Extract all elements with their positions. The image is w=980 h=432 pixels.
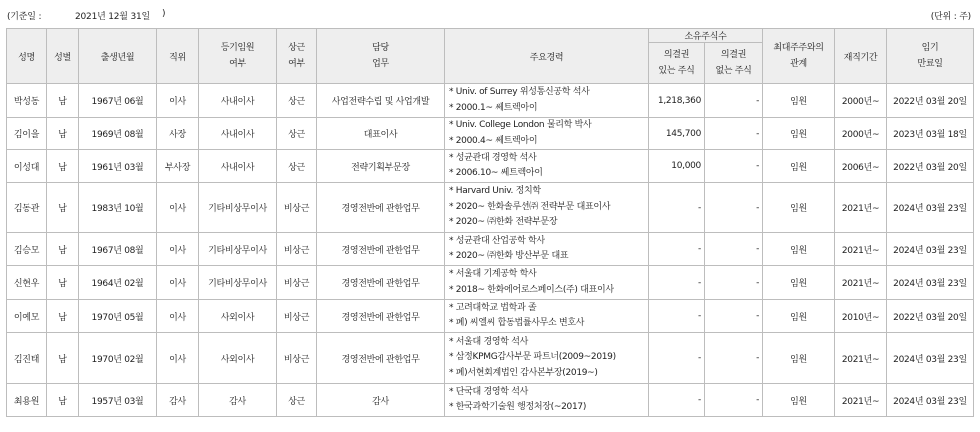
cell-fulltime: 상근 [277, 150, 317, 183]
career-line: * 폐) 씨엘씨 합동법률사무소 변호사 [449, 318, 585, 328]
career-line: * Univ. College London 물리학 박사 [449, 120, 592, 130]
cell-voting-shares: 145,700 [649, 118, 705, 150]
cell-voting-shares: - [649, 233, 705, 266]
cell-nonvoting-shares: - [705, 233, 763, 266]
cell-voting-shares: - [649, 183, 705, 233]
career-line: * 2020~ ㈜한화 방산부문 대표 [449, 251, 569, 261]
cell-position: 사장 [157, 118, 199, 150]
unit-label: (단위 : 주) [930, 12, 971, 22]
cell-birth: 1957년 03월 [79, 384, 157, 417]
header-registered: 등기임원 여부 [199, 29, 277, 84]
career-line: * 폐)서현회계법인 감사본부장(2019~) [449, 367, 598, 378]
cell-career [445, 118, 649, 150]
cell-name: 이성대 [7, 150, 47, 183]
cell-nonvoting-shares: - [705, 118, 763, 150]
cell-fulltime: 비상근 [277, 233, 317, 266]
career-line: * 고려대학교 법학과 졸 [449, 302, 537, 313]
cell-nonvoting-shares: - [705, 183, 763, 233]
cell-registered: 기타비상무이사 [199, 183, 277, 233]
cell-tenure: 2010년~ [835, 300, 887, 333]
cell-fulltime: 상근 [277, 384, 317, 417]
career-line: * 성균관대 산업공학 학사 [449, 235, 545, 246]
cell-position: 이사 [157, 300, 199, 333]
basis-date-label: (기준일 : [7, 12, 42, 22]
table-row [7, 84, 974, 118]
header-shares-group: 소유주식수 [649, 29, 763, 43]
cell-fulltime: 상근 [277, 118, 317, 150]
cell-term-end: 2023년 03월 18일 [887, 118, 974, 150]
cell-relation: 임원 [763, 384, 835, 417]
career-line: * 서울대 기계공학 학사 [449, 269, 537, 279]
cell-voting-shares: - [649, 384, 705, 417]
basis-date-close: ) [162, 9, 166, 19]
cell-relation: 임원 [763, 150, 835, 183]
cell-registered: 사내이사 [199, 118, 277, 150]
cell-career [445, 183, 649, 233]
cell-tenure: 2021년~ [835, 333, 887, 384]
cell-voting-shares: - [649, 333, 705, 384]
cell-term-end: 2024년 03월 23일 [887, 333, 974, 384]
cell-gender: 남 [47, 118, 79, 150]
cell-relation: 임원 [763, 333, 835, 384]
header-name: 성명 [7, 29, 47, 84]
career-line: * 2000.1~ 쎄트렉아이 [449, 102, 538, 113]
cell-tenure: 2021년~ [835, 384, 887, 417]
cell-voting-shares: 10,000 [649, 150, 705, 183]
career-line: * Univ. of Surrey 위성통신공학 석사 [449, 87, 590, 97]
cell-term-end: 2022년 03월 20일 [887, 150, 974, 183]
cell-birth: 1967년 08월 [79, 233, 157, 266]
cell-tenure: 2021년~ [835, 183, 887, 233]
cell-birth: 1970년 02월 [79, 333, 157, 384]
cell-voting-shares: - [649, 266, 705, 300]
career-line: * 성균관대 경영학 석사 [449, 152, 537, 163]
cell-nonvoting-shares: - [705, 150, 763, 183]
cell-fulltime: 비상근 [277, 333, 317, 384]
header-position: 직위 [157, 29, 199, 84]
cell-career [445, 84, 649, 118]
table-row [7, 300, 974, 333]
cell-birth: 1970년 05월 [79, 300, 157, 333]
cell-gender: 남 [47, 84, 79, 118]
career-line: * 2006.10~ 쎄트렉아이 [449, 168, 543, 178]
cell-fulltime: 비상근 [277, 183, 317, 233]
cell-fulltime: 비상근 [277, 266, 317, 300]
cell-tenure: 2000년~ [835, 118, 887, 150]
cell-duty: 경영전반에 관한업무 [317, 233, 445, 266]
cell-career [445, 150, 649, 183]
table-row [7, 384, 974, 417]
header-relation: 최대주주와의 관계 [763, 29, 835, 84]
cell-birth: 1964년 02월 [79, 266, 157, 300]
cell-name: 최용원 [7, 384, 47, 417]
cell-relation: 임원 [763, 233, 835, 266]
cell-birth: 1969년 08월 [79, 118, 157, 150]
cell-nonvoting-shares: - [705, 266, 763, 300]
basis-date-value: 2021년 12월 31일 [75, 12, 151, 22]
cell-tenure: 2006년~ [835, 150, 887, 183]
header-tenure: 재직기간 [835, 29, 887, 84]
cell-duty: 감사 [317, 384, 445, 417]
cell-position: 부사장 [157, 150, 199, 183]
cell-gender: 남 [47, 384, 79, 417]
cell-birth: 1961년 03월 [79, 150, 157, 183]
cell-career [445, 384, 649, 417]
cell-nonvoting-shares: - [705, 384, 763, 417]
cell-gender: 남 [47, 233, 79, 266]
cell-name: 김승모 [7, 233, 47, 266]
table-row [7, 266, 974, 300]
cell-voting-shares: 1,218,360 [649, 84, 705, 118]
cell-registered: 사내이사 [199, 84, 277, 118]
cell-gender: 남 [47, 333, 79, 384]
cell-relation: 임원 [763, 183, 835, 233]
career-line: * 서울대 경영학 석사 [449, 336, 529, 347]
header-term-end: 임기 만료일 [887, 29, 974, 84]
cell-birth: 1983년 10월 [79, 183, 157, 233]
cell-registered: 감사 [199, 384, 277, 417]
cell-registered: 기타비상무이사 [199, 233, 277, 266]
cell-gender: 남 [47, 266, 79, 300]
cell-career [445, 266, 649, 300]
cell-duty: 경영전반에 관한업무 [317, 266, 445, 300]
cell-relation: 임원 [763, 84, 835, 118]
cell-term-end: 2024년 03월 23일 [887, 183, 974, 233]
cell-name: 박성동 [7, 84, 47, 118]
table-body [7, 84, 974, 417]
cell-name: 김동관 [7, 183, 47, 233]
cell-career [445, 333, 649, 384]
cell-position: 이사 [157, 183, 199, 233]
cell-duty: 대표이사 [317, 118, 445, 150]
cell-position: 이사 [157, 333, 199, 384]
cell-nonvoting-shares: - [705, 84, 763, 118]
cell-relation: 임원 [763, 118, 835, 150]
cell-relation: 임원 [763, 300, 835, 333]
cell-gender: 남 [47, 150, 79, 183]
cell-name: 김진태 [7, 333, 47, 384]
cell-gender: 남 [47, 300, 79, 333]
cell-duty: 경영전반에 관한업무 [317, 183, 445, 233]
career-line: * 2020~ 한화솔루션㈜ 전략부문 대표이사 [449, 201, 611, 212]
table-row [7, 333, 974, 384]
cell-registered: 기타비상무이사 [199, 266, 277, 300]
header-shares-nonvoting: 의결권 없는 주식 [705, 43, 763, 84]
cell-position: 이사 [157, 266, 199, 300]
cell-term-end: 2022년 03월 20일 [887, 300, 974, 333]
cell-name: 신현우 [7, 266, 47, 300]
cell-tenure: 2021년~ [835, 233, 887, 266]
cell-term-end: 2024년 03월 23일 [887, 384, 974, 417]
cell-duty: 사업전략수립 및 사업개발 [317, 84, 445, 118]
cell-fulltime: 상근 [277, 84, 317, 118]
header-birth: 출생년월 [79, 29, 157, 84]
cell-nonvoting-shares: - [705, 333, 763, 384]
cell-duty: 전략기획부문장 [317, 150, 445, 183]
career-line: * 2020~ ㈜한화 전략부문장 [449, 217, 558, 228]
cell-registered: 사외이사 [199, 300, 277, 333]
career-line: * 2000.4~ 쎄트렉아이 [449, 135, 538, 146]
header-gender: 성별 [47, 29, 79, 84]
table-row [7, 183, 974, 233]
cell-gender: 남 [47, 183, 79, 233]
table-row [7, 233, 974, 266]
cell-term-end: 2022년 03월 20일 [887, 84, 974, 118]
header-fulltime: 상근 여부 [277, 29, 317, 84]
cell-voting-shares: - [649, 300, 705, 333]
cell-term-end: 2024년 03월 23일 [887, 266, 974, 300]
cell-term-end: 2024년 03월 23일 [887, 233, 974, 266]
table-row [7, 150, 974, 183]
table-header [7, 29, 974, 84]
cell-birth: 1967년 06월 [79, 84, 157, 118]
cell-registered: 사내이사 [199, 150, 277, 183]
header-duty: 담당 업무 [317, 29, 445, 84]
header-career: 주요경력 [445, 29, 649, 84]
cell-name: 이예모 [7, 300, 47, 333]
executives-table [6, 28, 974, 417]
cell-duty: 경영전반에 관한업무 [317, 333, 445, 384]
cell-fulltime: 비상근 [277, 300, 317, 333]
cell-tenure: 2021년~ [835, 266, 887, 300]
career-line: * Harvard Univ. 정치학 [449, 186, 541, 197]
cell-duty: 경영전반에 관한업무 [317, 300, 445, 333]
cell-name: 김이을 [7, 118, 47, 150]
cell-relation: 임원 [763, 266, 835, 300]
cell-position: 감사 [157, 384, 199, 417]
career-line: * 삼정KPMG감사부문 파트너(2009~2019) [449, 352, 616, 363]
cell-career [445, 233, 649, 266]
cell-registered: 사외이사 [199, 333, 277, 384]
table-row [7, 118, 974, 150]
career-line: * 단국대 경영학 석사 [449, 386, 529, 397]
cell-nonvoting-shares: - [705, 300, 763, 333]
cell-tenure: 2000년~ [835, 84, 887, 118]
cell-career [445, 300, 649, 333]
table-caption [0, 0, 980, 28]
career-line: * 2018~ 한화에어로스페이스(주) 대표이사 [449, 284, 614, 295]
career-line: * 한국과학기술원 행정처장(~2017) [449, 402, 587, 412]
cell-position: 이사 [157, 233, 199, 266]
header-shares-voting: 의결권 있는 주식 [649, 43, 705, 84]
cell-position: 이사 [157, 84, 199, 118]
